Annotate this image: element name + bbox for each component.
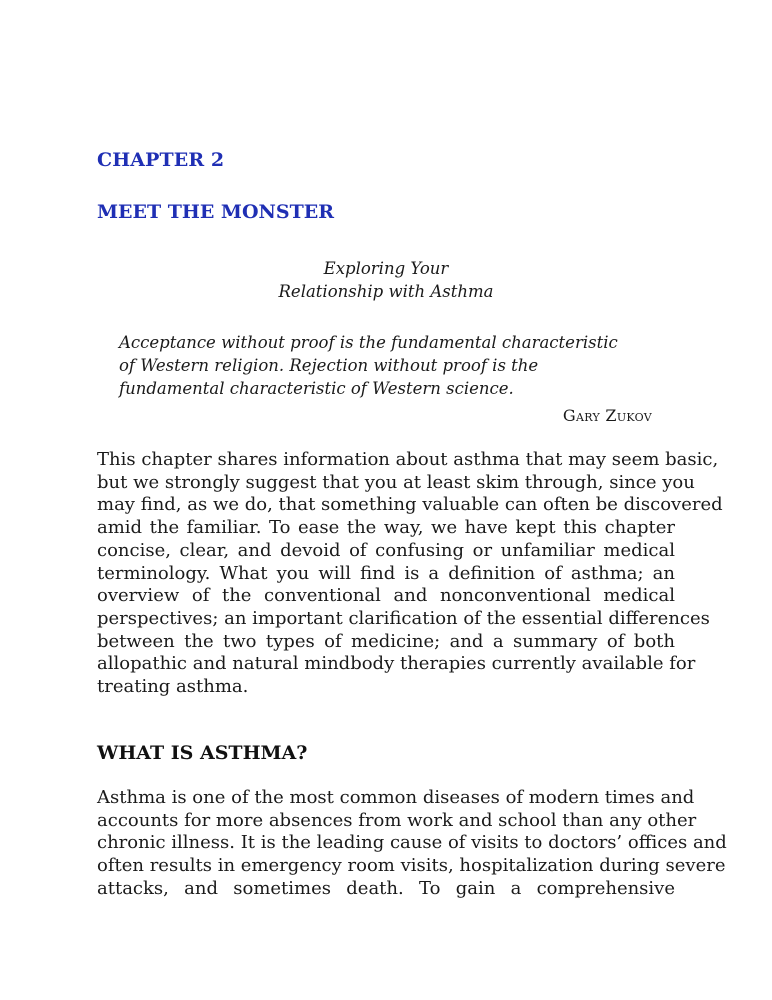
epigraph-line: fundamental characteristic of Western science. <box>119 379 514 398</box>
paragraph-line: may find, as we do, that something valuable can often be discovered <box>97 494 723 516</box>
paragraph-line: This chapter shares information about asthma that may seem basic, <box>97 449 719 470</box>
paragraph-line: treating asthma. <box>97 676 249 698</box>
epigraph-quote <box>119 331 659 400</box>
chapter-subtitle <box>97 257 675 303</box>
paragraph-line: chronic illness. It is the leading cause of visits to doctors’ offices and <box>97 832 727 854</box>
paragraph-line: often results in emergency room visits, hospitalization during severe <box>97 855 726 877</box>
paragraph-line: Asthma is one of the most common diseases of modern times and <box>97 787 695 808</box>
paragraph-line: concise, clear, and devoid of confusing or unfamiliar medical <box>97 539 675 561</box>
paragraph-line: attacks, and sometimes death. To gain a comprehensive <box>97 877 675 899</box>
subtitle-line: Relationship with Asthma <box>278 282 494 301</box>
paragraph-line: overview of the conventional and nonconventional medical <box>97 585 675 607</box>
chapter-title: MEET THE MONSTER <box>97 201 335 223</box>
paragraph-line: amid the familiar. To ease the way, we have kept this chapter <box>97 517 675 539</box>
paragraph-line: between the two types of medicine; and a summary of both <box>97 630 675 652</box>
book-page <box>97 0 727 1000</box>
subtitle-line: Exploring Your <box>323 259 449 278</box>
paragraph-line: perspectives; an important clarification of the essential differences <box>97 607 710 629</box>
paragraph-line: accounts for more absences from work and school than any other <box>97 809 697 831</box>
epigraph-line: of Western religion. Rejection without proof is the <box>119 356 539 375</box>
paragraph-line: allopathic and natural mindbody therapies currently available for <box>97 653 696 675</box>
intro-paragraph <box>97 449 723 699</box>
paragraph-line: terminology. What you will find is a definition of asthma; an <box>97 562 675 584</box>
chapter-number: CHAPTER 2 <box>97 149 225 171</box>
epigraph-line: Acceptance without proof is the fundamental characteristic <box>119 333 618 352</box>
paragraph-line: but we strongly suggest that you at least skim through, since you <box>97 471 695 493</box>
section-heading: WHAT IS ASTHMA? <box>97 742 308 764</box>
epigraph-attribution: Gary Zukov <box>562 406 652 425</box>
section-paragraph <box>97 787 727 901</box>
